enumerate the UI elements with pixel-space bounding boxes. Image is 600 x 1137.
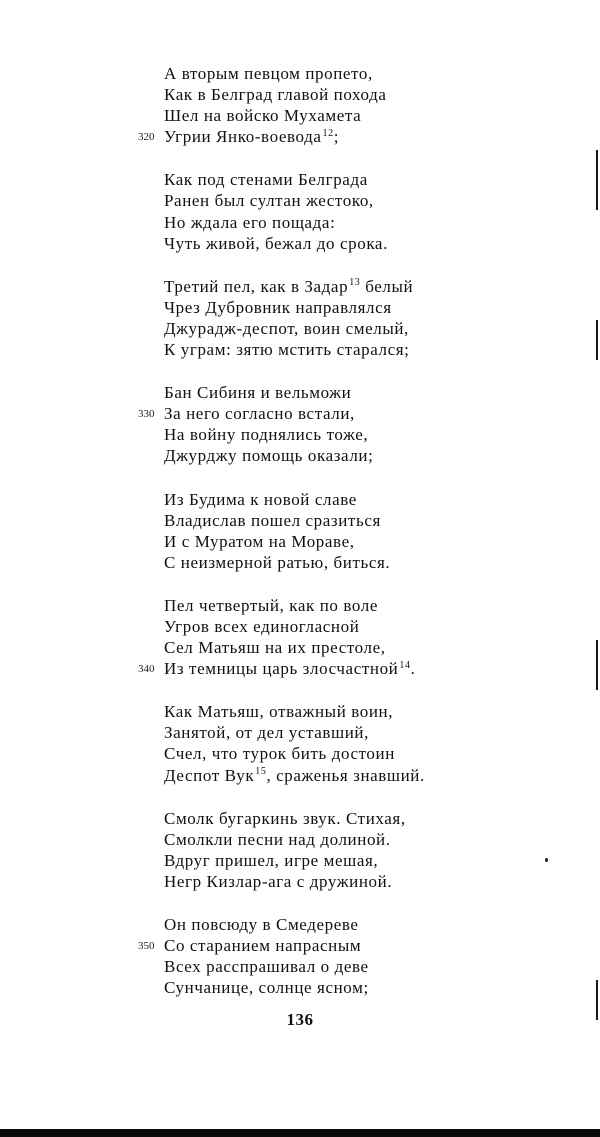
verse-line <box>138 403 564 424</box>
verse-line <box>164 977 564 998</box>
verse-line <box>164 956 564 977</box>
verse-text: Бан Сибиня и вельможи <box>164 383 352 403</box>
verse-line <box>164 871 564 892</box>
scan-bottom-edge <box>0 1129 600 1137</box>
footnote-marker: 13 <box>349 277 361 289</box>
verse-text: Сунчанице, солнце ясном; <box>164 978 369 998</box>
verse-text: Смолкли песни над долиной. <box>164 829 391 849</box>
verse-text: Угров всех единогласной <box>164 616 360 636</box>
verse-text: Джурадж-деспот, воин смелый, <box>164 318 409 338</box>
verse-text: Как в Белград главой похода <box>164 85 387 105</box>
verse-line <box>164 190 564 211</box>
verse-line <box>164 765 564 786</box>
footnote-marker: 15 <box>255 765 267 777</box>
verse-line <box>164 552 564 573</box>
verse-text: Сел Матьяш на их престоле, <box>164 638 386 658</box>
scan-speck <box>545 858 548 862</box>
verse-text: Вдруг пришел, игре мешая, <box>164 850 379 870</box>
footnote-marker: 14 <box>399 659 411 671</box>
stanza <box>164 701 564 785</box>
verse-line <box>164 233 564 254</box>
stanza <box>138 63 564 147</box>
verse-text: С неизмерной ратью, биться. <box>164 552 391 572</box>
stanza <box>138 914 564 998</box>
verse-line <box>164 914 564 935</box>
stanza <box>164 808 564 892</box>
verse-line <box>164 808 564 829</box>
verse-line <box>164 63 564 84</box>
scan-edge-mark <box>596 980 598 1020</box>
verse-text: Шел на войско Мухамета <box>164 106 362 126</box>
stanza <box>138 595 564 679</box>
verse-line <box>164 489 564 510</box>
stanza <box>164 276 564 360</box>
verse-text: Пел четвертый, как по воле <box>164 595 378 615</box>
verse-line <box>164 382 564 403</box>
stanza <box>138 382 564 466</box>
page-number: 136 <box>286 1010 314 1029</box>
verse-text: На войну поднялись тоже, <box>164 425 369 445</box>
verse-text: Деспот Вук <box>164 765 255 785</box>
verse-line <box>164 637 564 658</box>
verse-line <box>164 595 564 616</box>
scan-edge-mark <box>596 150 598 210</box>
verse-line <box>164 212 564 233</box>
stanza <box>164 169 564 253</box>
line-number: 320 <box>138 131 155 144</box>
verse-text: Из темницы царь злосчастной <box>164 659 399 679</box>
verse-line <box>164 169 564 190</box>
verse-line <box>164 829 564 850</box>
verse-line <box>164 339 564 360</box>
verse-text: Чрез Дубровник направлялся <box>164 297 392 317</box>
verse-text: Как Матьяш, отважный воин, <box>164 702 394 722</box>
verse-line <box>164 105 564 126</box>
verse-line <box>164 84 564 105</box>
verse-line <box>164 510 564 531</box>
verse-line <box>164 531 564 552</box>
verse-text: Чуть живой, бежал до срока. <box>164 233 388 253</box>
verse-line <box>164 743 564 764</box>
verse-text: Из Будима к новой славе <box>164 489 357 509</box>
scan-edge-mark <box>596 320 598 360</box>
verse-text-tail: . <box>410 659 416 679</box>
verse-text: Занятой, от дел уставший, <box>164 723 369 743</box>
verse-line <box>138 658 564 679</box>
verse-line <box>164 297 564 318</box>
verse-line <box>138 126 564 147</box>
verse-text: Смолк бугаркинь звук. Стихая, <box>164 808 406 828</box>
verse-text: Но ждала его пощада: <box>164 212 336 232</box>
line-number: 340 <box>138 663 155 676</box>
stanza <box>164 489 564 573</box>
verse-line <box>164 445 564 466</box>
verse-text: Угрии Янко-воевода <box>164 127 322 147</box>
verse-text: Счел, что турок бить достоин <box>164 744 395 764</box>
verse-line <box>164 276 564 297</box>
verse-text: А вторым певцом пропето, <box>164 64 373 83</box>
verse-line <box>164 318 564 339</box>
verse-text-tail: ; <box>333 127 340 147</box>
verse-line <box>138 935 564 956</box>
verse-text: Негр Кизлар-ага с дружиной. <box>164 871 393 891</box>
verse-text: И с Муратом на Мораве, <box>164 531 355 551</box>
scan-edge-mark <box>596 640 598 690</box>
line-number: 350 <box>138 940 155 953</box>
verse-text: Как под стенами Белграда <box>164 170 368 190</box>
verse-text: За него согласно встали, <box>164 404 355 424</box>
poem-text <box>138 63 564 1020</box>
verse-text-tail: белый <box>360 276 414 296</box>
verse-text-tail: , сраженья знавший. <box>266 765 425 785</box>
verse-text: Со старанием напрасным <box>164 936 362 956</box>
verse-text: Третий пел, как в Задар <box>164 276 349 296</box>
verse-text: Ранен был султан жестоко, <box>164 191 374 211</box>
verse-line <box>164 722 564 743</box>
verse-line <box>164 701 564 722</box>
verse-line <box>164 424 564 445</box>
verse-line <box>164 616 564 637</box>
verse-text: К уграм: зятю мстить старался; <box>164 340 410 360</box>
footnote-marker: 12 <box>322 127 334 139</box>
verse-line <box>164 850 564 871</box>
verse-text: Джурджу помощь оказали; <box>164 446 374 466</box>
verse-text: Всех расспрашивал о деве <box>164 957 369 977</box>
verse-text: Владислав пошел сразиться <box>164 510 381 530</box>
line-number: 330 <box>138 408 155 421</box>
verse-text: Он повсюду в Смедереве <box>164 915 359 934</box>
